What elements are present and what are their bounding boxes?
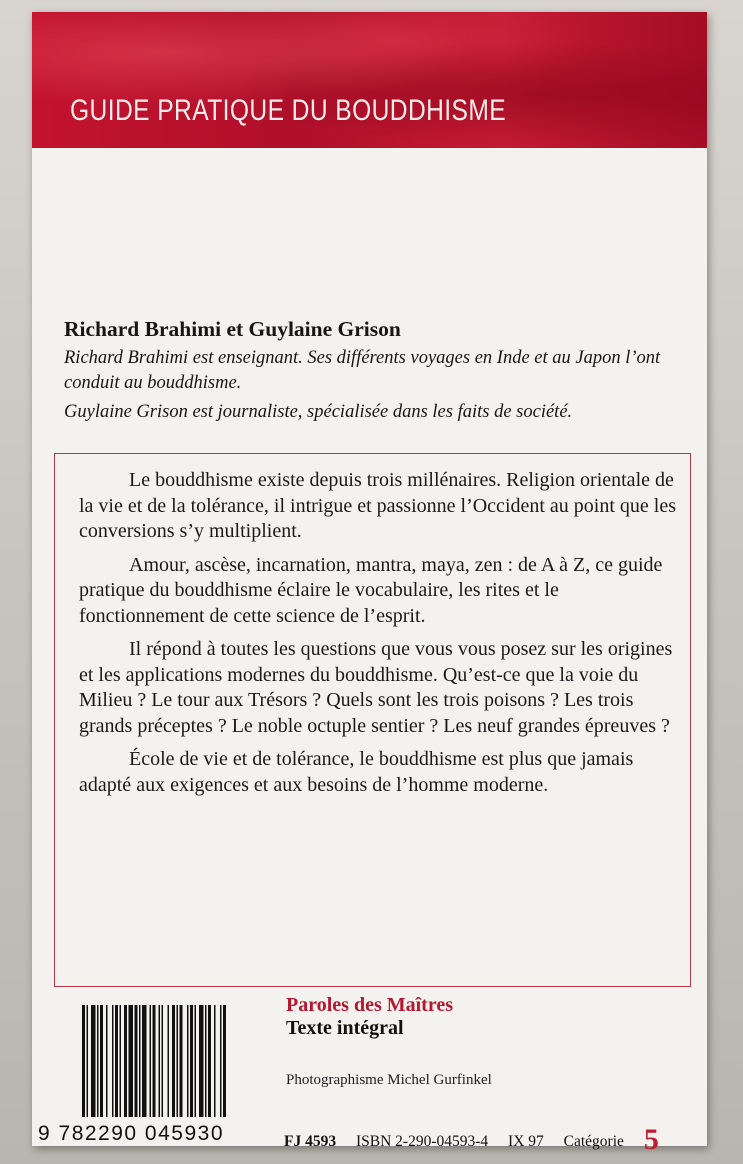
barcode-bar [120,1005,122,1117]
blurb-paragraph: Il répond à toutes les questions que vous vous posez sur les origines et les applications modernes du bouddhisme. Qu’est-ce que la voie du Milieu ? Le tour aux Trésors ? Quels sont les trois poisons ? Les trois grands préceptes ? Le noble octuple sentier ? Les neuf grandes épreuves ? [79,638,673,737]
authors-section [64,317,694,429]
author-bio-1: Richard Brahimi est enseignant. Ses différents voyages en Inde et au Japon l’ont conduit au bouddhisme. [64,348,661,393]
fj-code: FJ 4593 [284,1133,337,1150]
collection-name: Paroles des Maîtres [286,994,454,1016]
collection-subtitle: Texte intégral [286,1017,404,1039]
photo-credit: Photographisme Michel Gurfinkel [286,1072,492,1088]
barcode [82,1005,278,1117]
barcode-bar [100,1005,103,1117]
series-title: GUIDE PRATIQUE DU BOUDDHISME [70,94,507,127]
book-back-cover [32,12,707,1156]
blurb-paragraph: Le bouddhisme existe depuis trois millénaires. Religion orientale de la vie et de la tolérance, il intrigue et passionne l’Occident au point que les conversions s’y multiplient. [79,469,677,542]
blurb-text [79,468,679,806]
barcode-bar [112,1005,114,1117]
barcode-bar [129,1005,134,1117]
barcode-bar [91,1005,96,1117]
barcode-bar [135,1005,138,1117]
barcode-bar [139,1005,141,1117]
barcode-bar [87,1005,89,1117]
barcode-bar [180,1005,183,1117]
barcode-bar [172,1005,175,1117]
collection-info [286,994,686,1040]
blurb-box [54,453,691,987]
barcode-bar [190,1005,193,1117]
blurb-paragraph: École de vie et de tolérance, le bouddhisme est plus que jamais adapté aux exigences et aux besoins de l’homme moderne. [79,748,634,796]
barcode-bar [159,1005,161,1117]
barcode-bar [223,1005,226,1117]
barcode-bar [115,1005,118,1117]
barcode-bar [187,1005,189,1117]
barcode-bar [82,1005,85,1117]
barcode-bar [220,1005,222,1117]
barcode-bar [199,1005,204,1117]
barcode-bar [205,1005,207,1117]
barcode-bar [124,1005,127,1117]
category-number: 5 [643,1123,659,1156]
category-label: Catégorie [563,1133,624,1150]
barcode-bar [97,1005,99,1117]
barcode-bar [142,1005,147,1117]
isbn-number: ISBN 2-290-04593-4 [355,1133,489,1150]
catalog-line [284,1120,704,1154]
ix-code: IX 97 [508,1133,544,1150]
barcode-bar [153,1005,156,1117]
barcode-bar [106,1005,108,1117]
barcode-bar [162,1005,164,1117]
barcode-digits: 9 782290 045930 [38,1122,224,1145]
author-bio-2: Guylaine Grison est journaliste, spécialisée dans les faits de société. [64,402,573,422]
barcode-bar [214,1005,216,1117]
barcode-bar [150,1005,152,1117]
authors-heading: Richard Brahimi et Guylaine Grison [64,317,401,341]
barcode-bar [208,1005,211,1117]
barcode-bar [177,1005,179,1117]
header-banner [32,12,707,148]
blurb-paragraph: Amour, ascèse, incarnation, mantra, maya, zen : de A à Z, ce guide pratique du bouddhisme éclaire le vocabulaire, les rites et le fonctionnement de cette science de l’esprit. [79,553,663,627]
barcode-bar [168,1005,170,1117]
barcode-bar [195,1005,197,1117]
